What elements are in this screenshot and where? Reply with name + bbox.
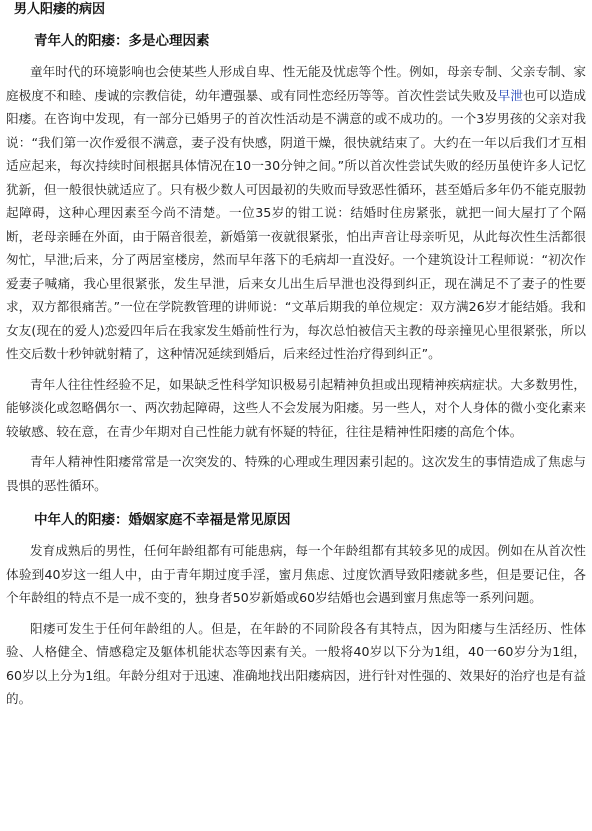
section-heading-middle-age: 中年人的阳痿：婚姻家庭不幸福是常见原因 <box>34 512 291 528</box>
section-heading-youth: 青年人的阳痿：多是心理因素 <box>34 33 210 49</box>
paragraph-youth-inexperience: 青年人往往性经验不足，如果缺乏性科学知识极易引起精神负担或出现精神疾病症状。大多数男性，能够淡化或忽略偶尔一、两次勃起障碍，这些人不会发展为阳痿。另一些人，对个人身体的微小变化素来较敏感、较在意，在青少年期对自己性能力就有怀疑的特征，往往是精神性阳痿的高危个体。 <box>6 376 586 439</box>
paragraph-text: 童年时代的环境影响也会使某些人形成自卑、性无能及忧虑等个性。例如，母亲专制、父亲专制、家庭极度不和睦、虔诚的宗教信徒，幼年遭强暴、或有同性恋经历等等。首次性尝试失败及 <box>6 64 586 103</box>
paragraph-age-stages: 阳痿可发生于任何年龄组的人。但是，在年龄的不同阶段各有其特点，因为阳痿与生活经历、性体验、人格健全、情感稳定及躯体机能状态等因素有关。一般将40岁以下分为1组，40一60岁分为1组，60岁以上分为1组。年龄分组对于迅速、准确地找出阳痿病因，进行针对性强的、效果好的治疗也是有益的。 <box>6 620 586 706</box>
paragraph-youth-causes <box>6 60 586 366</box>
paragraph-age-groups: 发育成熟后的男性，任何年龄组都有可能患病，每一个年龄组都有其较多见的成因。例如在从首次性体验到40岁这一组人中，由于青年期过度手淫，蜜月焦虑、过度饮酒导致阳痿就多些，但是要记住，各个年龄组的特点不是一成不变的，独身者50岁新婚或60岁结婚也会遇到蜜月焦虑等一系列问题。 <box>6 543 586 605</box>
paragraph-text: 也可以造成阳痿。在咨询中发现，有一部分已婚男子的首次性活动是不满意的或不成功的。一个3岁男孩的父亲对我说：“我们第一次作爱很不满意，妻子没有快感，阴道干燥，很快就结束了。大约在一年以后我们才互相适应起来，每次持续时间根据具体情况在10一30分钟之间。”所以首次性尝试失败的经历虽使许多人记忆犹新，但一般很快就适应了。只有极少数人可因最初的失败而导致恶性循环，甚至婚后多年仍不能克服勃起障碍，这种心理因素至今尚不清楚。一位35岁的钳工说：结婚时住房紧张，就把一间大屋打了个隔断，老母亲睡在外面，由于隔音很差，新婚第一夜就很紧张，怕出声音让母亲听见，从此每次性生活都很匆忙，早泄;后来，分了两居室楼房，然而早年落下的毛病却一直没好。一个建筑设计工程师说：“初次作爱妻子喊痛，我心里很紧张，发生早泄，后来女儿出生后早泄也没得到纠正，现在满足不了妻子的性要求，双方都很痛苦。”一位在学院教管理的讲师说：“文革后期我的单位规定：双方满26岁才能结婚。我和女友(现在的爱人)恋爱四年后在我家发生婚前性行为，每次总怕被信天主教的母亲撞见心里很紧张，所以性交后数十秒钟就射精了，这种情况延续到婚后，后来经过性治疗得到纠正”。 <box>6 87 587 361</box>
premature-ejaculation-link[interactable]: 早泄 <box>497 87 523 103</box>
paragraph-youth-psychogenic: 青年人精神性阳痿常常是一次突发的、特殊的心理或生理因素引起的。这次发生的事情造成了焦虑与畏惧的恶性循环。 <box>6 454 586 493</box>
page-title: 男人阳痿的病因 <box>14 2 106 17</box>
